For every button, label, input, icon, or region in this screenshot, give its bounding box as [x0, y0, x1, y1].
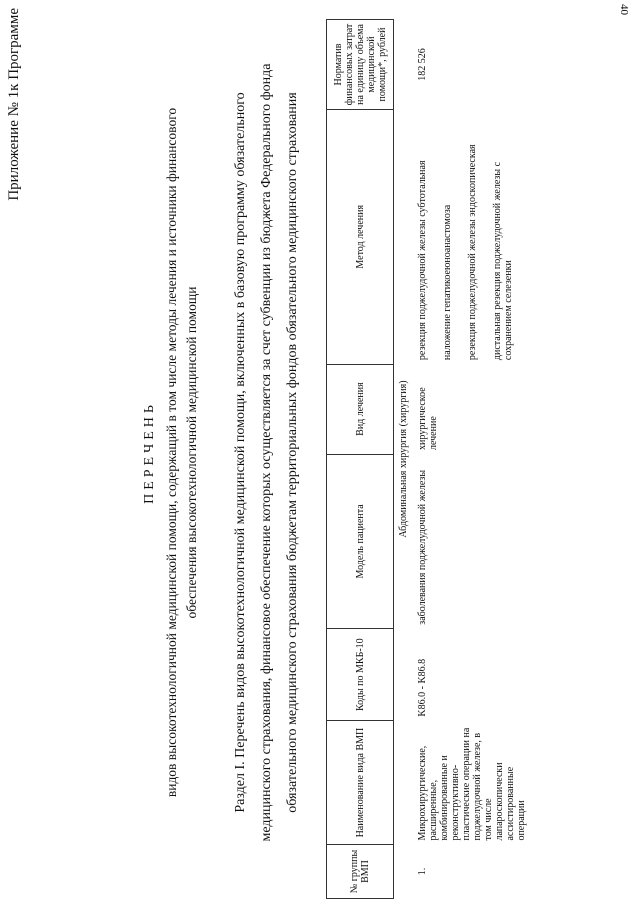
section-title-line: медицинского страхования, финансовое обеспечение которых осуществляется за счет субвенции из бюджета Федерального фонда: [259, 63, 274, 842]
method-item: дистальная резекция поджелудочной железы с сохранением селезенки: [492, 161, 514, 361]
header-vmp-name: Наименование вида ВМП: [327, 721, 394, 845]
cell-treatment-methods: [413, 109, 532, 364]
method-item: резекция поджелудочной железы субтотальная: [417, 160, 428, 361]
appendix-label: Приложение № 1к Программе: [6, 8, 22, 201]
cell-vmp-name: Микрохирургические, расширенные, комбинированные и реконструктивно-пластические операции на поджелудочной железе, в том числе лапароскопически ассистированные операции: [417, 727, 527, 841]
method-item: наложение гепатикоеюноанастомоза: [442, 204, 453, 361]
subtitle-line: обеспечения высокотехнологичной медицинской помощи: [184, 286, 199, 619]
vmp-table: [326, 19, 532, 899]
cell-icd-codes: K86.0 - K86.8: [417, 658, 428, 717]
table-section-row: [394, 20, 414, 899]
table-row: [413, 20, 532, 899]
header-icd-codes: Коды по МКБ-10: [327, 629, 394, 721]
document-subtitle: [162, 0, 202, 905]
section-title-line: Раздел I. Перечень видов высокотехнологичной медицинской помощи, включенных в базовую программу обязательного: [233, 92, 248, 813]
cell-treatment-type: хирургическое лечение: [417, 387, 439, 451]
cell-patient-model: заболевания поджелудочной железы: [417, 469, 428, 625]
page-number: 40: [618, 4, 630, 15]
document-title: ПЕРЕЧЕНЬ: [142, 401, 157, 504]
cell-cost: 182 526: [417, 48, 428, 81]
section-title: [228, 0, 306, 905]
method-item: резекция поджелудочной железы эндоскопическая: [467, 144, 478, 361]
section-row-label: Абдоминальная хирургия (хирургия): [398, 380, 409, 538]
header-treatment-type: Вид лечения: [327, 364, 394, 454]
table-header-row: [327, 20, 394, 899]
subtitle-line: видов высокотехнологичной медицинской помощи, содержащий в том числе методы лечения и источники финансового: [164, 107, 179, 798]
cell-group-number: 1.: [417, 867, 428, 876]
header-patient-model: Модель пациента: [327, 454, 394, 629]
section-title-line: обязательного медицинского страхования бюджетам территориальных фондов обязательного медицинского страхования: [285, 92, 300, 813]
header-group-number: № группы ВМП: [327, 845, 394, 899]
header-cost-standard: Норматив финансовых затрат на единицу объема медицинской помощи*, рублей: [327, 20, 394, 110]
header-treatment-method: Метод лечения: [327, 109, 394, 364]
